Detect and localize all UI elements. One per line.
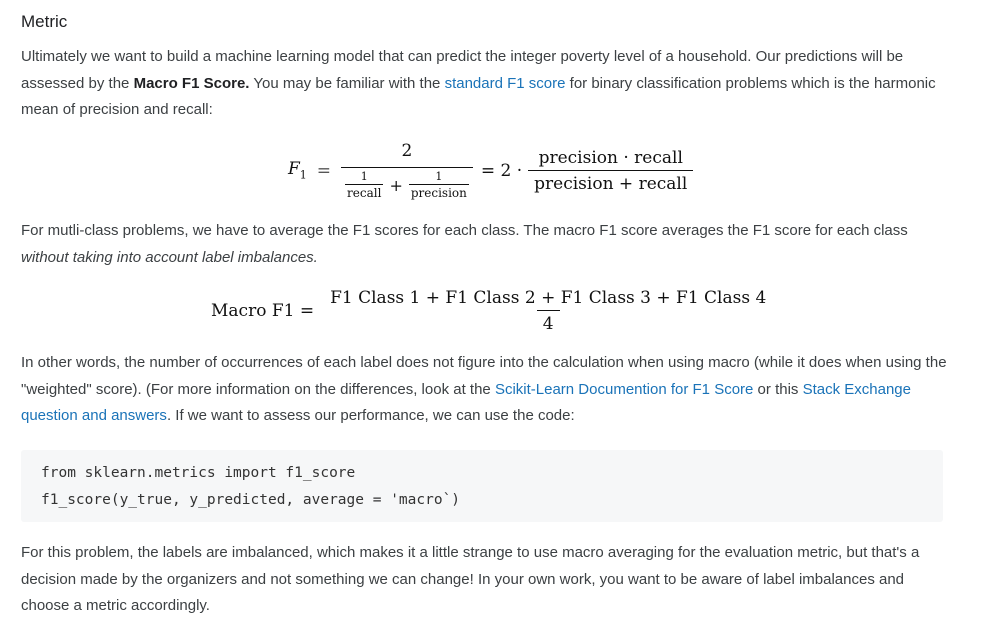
equals-sign: =	[316, 160, 332, 181]
stack-exchange-link[interactable]: Stack Exchange question and answers	[21, 380, 911, 424]
pr-denominator: precision + recall	[528, 170, 693, 194]
macro-f1-lhs: Macro F1 =	[211, 301, 315, 321]
harmonic-fraction	[341, 141, 473, 200]
equals-two-dot: = 2 ·	[480, 160, 523, 181]
f1-equation	[288, 141, 693, 200]
f1-lhs: $F_1$	[288, 159, 307, 182]
multiclass-text-1: For mutli-class problems, we have to average the F1 scores for each class. The macro F1 score averages the F1 score for each class	[21, 222, 908, 239]
code-line-1: from sklearn.metrics import f1_score	[41, 465, 356, 481]
code-line-2: f1_score(y_true, y_predicted, average = 'macro`)	[41, 492, 461, 508]
pr-numerator: precision · recall	[538, 147, 683, 168]
macro-fraction	[324, 288, 772, 334]
multiclass-italic: without taking into account label imbalances.	[21, 248, 318, 266]
macro-f1-bold: Macro F1 Score.	[133, 74, 250, 92]
intro-text-2: You may be familiar with the	[249, 74, 445, 92]
macro-f1-equation	[211, 288, 772, 334]
multiclass-paragraph	[21, 218, 956, 271]
standard-f1-link[interactable]: standard F1 score	[444, 74, 566, 92]
harmonic-denominator	[341, 167, 473, 200]
section-heading: Metric	[21, 12, 68, 31]
one-over-precision: $\frac{1}{\text{precision}}$	[410, 170, 467, 200]
macro-numerator: F1 Class 1 + F1 Class 2 + F1 Class 3 + F1 Class 4	[330, 288, 767, 308]
intro-text-3: for binary classification problems which is the harmonic mean of precision and recall:	[21, 74, 936, 118]
other-words-paragraph: In other words, the number of occurrences of each label does not figure into the calculation when using macro (while it does when using the "weighted" score). (For more information on the differences, look at the Scikit-Learn Documention for F1 Score or this Stack Exchange question and answers. If we want to assess our performance, we can use the code:	[21, 354, 947, 424]
final-paragraph: For this problem, the labels are imbalanced, which makes it a little strange to use macro averaging for the evaluation metric, but that's a decision made by the organizers and not something we can change! In your own work, you want to be aware of label imbalances and choose a metric accordingly.	[21, 544, 920, 614]
intro-text-1: Ultimately we want to build a machine learning model that can predict the integer poverty level of a household. Our predictions will be assessed by the	[21, 48, 904, 92]
pr-fraction	[528, 148, 693, 194]
harmonic-numerator: 2	[401, 141, 413, 161]
code-block[interactable]	[21, 450, 943, 522]
scikit-learn-doc-link[interactable]: Scikit-Learn Documention for F1 Score	[494, 380, 754, 398]
macro-denominator: 4	[537, 310, 560, 334]
intro-paragraph	[21, 44, 956, 124]
plus-sign: +	[389, 175, 403, 195]
one-over-recall: $\frac{1}{\text{recall}}$	[347, 170, 382, 200]
